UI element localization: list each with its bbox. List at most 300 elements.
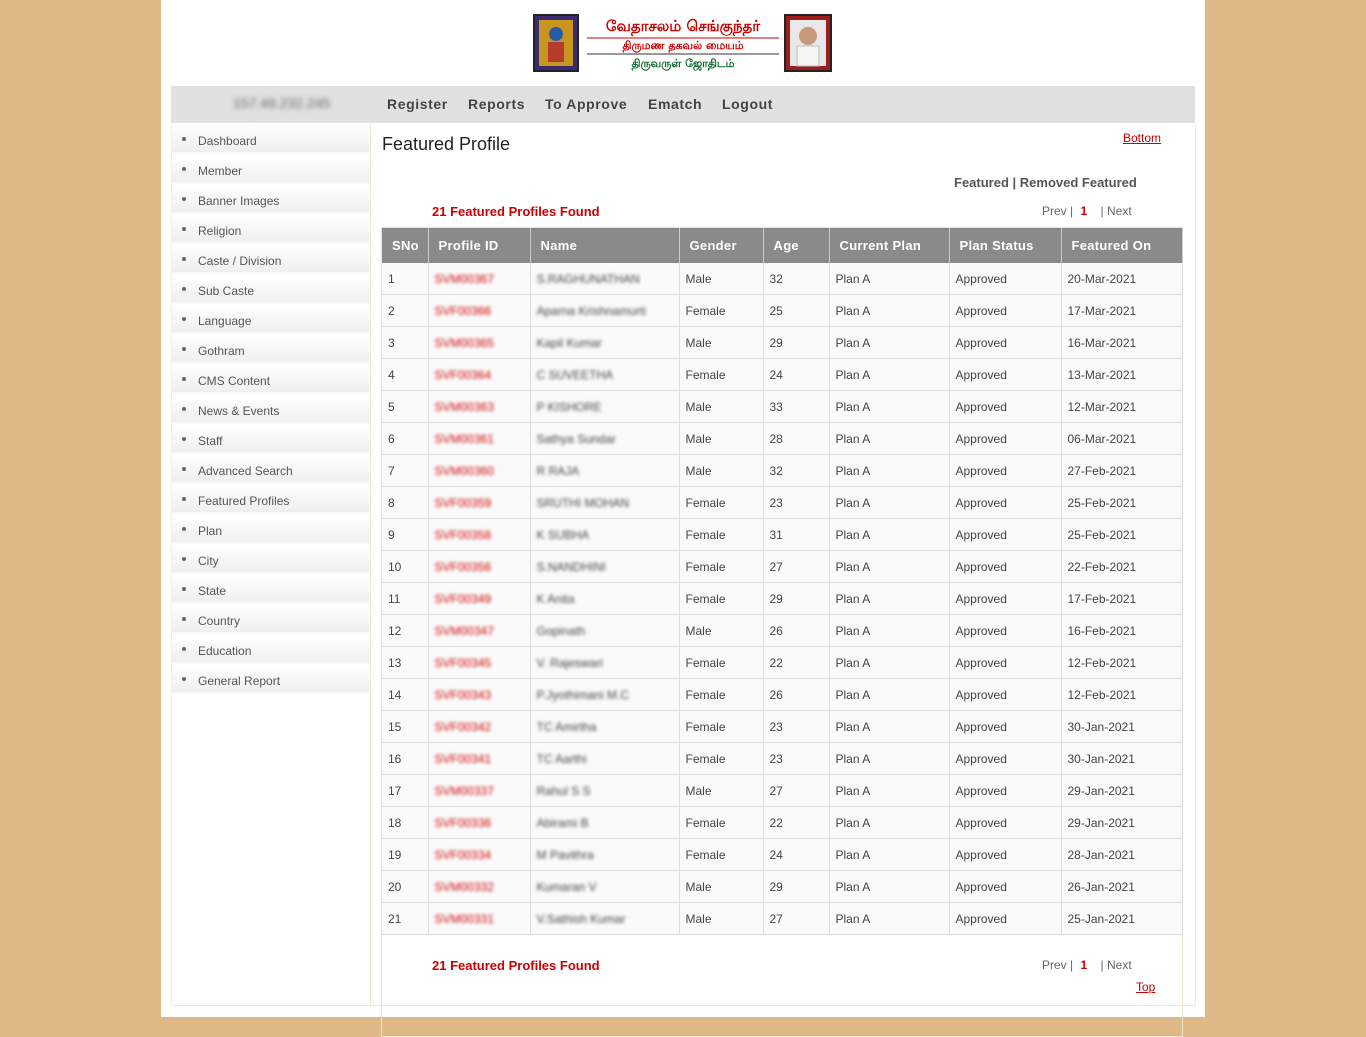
sidebar-item-label: Country [198, 614, 241, 628]
cell-name-text: Kapil Kumar [536, 335, 602, 350]
cell-profile-id[interactable] [428, 295, 530, 327]
cell-gender: Male [679, 263, 763, 295]
logo-subtitle: திருமண தகவல் மையம் [622, 39, 744, 52]
cell-status: Approved [949, 807, 1061, 839]
bullet-icon [182, 677, 186, 681]
cell-name[interactable] [530, 711, 679, 743]
cell-name[interactable] [530, 551, 679, 583]
pager-current[interactable]: 1 [1080, 958, 1088, 972]
bullet-icon [182, 647, 186, 651]
cell-sno: 14 [382, 679, 428, 711]
pager-sep: | [1070, 958, 1074, 972]
cell-gender: Female [679, 583, 763, 615]
cell-profile-id-text: SVM00363 [434, 399, 494, 414]
cell-gender: Female [679, 839, 763, 871]
sidebar-item-label: General Report [198, 674, 281, 688]
cell-status: Approved [949, 423, 1061, 455]
nav-reports[interactable]: Reports [468, 96, 526, 112]
cell-gender: Male [679, 391, 763, 423]
cell-sno: 2 [382, 295, 428, 327]
cell-profile-id-text: SVF00364 [434, 367, 492, 382]
table-row [382, 903, 1182, 935]
cell-featured-on: 12-Mar-2021 [1061, 391, 1182, 423]
cell-profile-id-text: SVM00360 [434, 463, 494, 478]
column-header: Age [763, 228, 829, 263]
cell-age: 24 [763, 359, 829, 391]
cell-age: 28 [763, 423, 829, 455]
cell-name[interactable] [530, 807, 679, 839]
table-row [382, 359, 1182, 391]
cell-status: Approved [949, 551, 1061, 583]
pager-prev[interactable]: Prev [1042, 958, 1067, 972]
cell-plan: Plan A [829, 807, 949, 839]
cell-profile-id-text: SVF00356 [434, 559, 492, 574]
cell-name-text: S.RAGHUNATHAN [536, 271, 640, 286]
nav-logout[interactable]: Logout [722, 96, 774, 112]
cell-name[interactable] [530, 391, 679, 423]
cell-age: 32 [763, 263, 829, 295]
cell-profile-id[interactable] [428, 839, 530, 871]
cell-name-text: Sathya Sundar [536, 431, 616, 446]
cell-plan: Plan A [829, 679, 949, 711]
cell-profile-id[interactable] [428, 775, 530, 807]
results-count-top: 21 Featured Profiles Found [432, 204, 600, 219]
cell-plan: Plan A [829, 871, 949, 903]
cell-profile-id[interactable] [428, 871, 530, 903]
cell-status: Approved [949, 455, 1061, 487]
sidebar-item-religion[interactable] [172, 215, 369, 244]
cell-name-text: S.NANDHINI [536, 559, 606, 574]
cell-gender: Female [679, 519, 763, 551]
sidebar-item-sub-caste[interactable] [172, 275, 369, 304]
site-header [161, 0, 1205, 86]
cell-featured-on: 30-Jan-2021 [1061, 743, 1182, 775]
cell-profile-id[interactable] [428, 263, 530, 295]
sidebar-item-country[interactable] [172, 605, 369, 634]
cell-profile-id-text: SVF00366 [434, 303, 492, 318]
table-row [382, 775, 1182, 807]
cell-age: 33 [763, 391, 829, 423]
cell-name[interactable] [530, 583, 679, 615]
cell-featured-on: 26-Jan-2021 [1061, 871, 1182, 903]
pager-prev[interactable]: Prev [1042, 204, 1067, 218]
cell-profile-id[interactable] [428, 647, 530, 679]
table-row [382, 455, 1182, 487]
cell-name[interactable] [530, 775, 679, 807]
cell-plan: Plan A [829, 711, 949, 743]
cell-name-text: R RAJA [536, 463, 580, 478]
sidebar-item-label: State [198, 584, 227, 598]
cell-age: 26 [763, 679, 829, 711]
sidebar-item-staff[interactable] [172, 425, 369, 454]
cell-sno: 9 [382, 519, 428, 551]
pager-sep: | [1100, 958, 1104, 972]
sidebar-item-plan[interactable] [172, 515, 369, 544]
column-header: Profile ID [428, 228, 530, 263]
sidebar-item-label: Caste / Division [198, 254, 282, 268]
bullet-icon [182, 137, 186, 141]
sidebar-item-caste-division[interactable] [172, 245, 369, 274]
table-row [382, 551, 1182, 583]
column-header: SNo [382, 228, 428, 263]
cell-featured-on: 25-Feb-2021 [1061, 519, 1182, 551]
cell-name-text: M Pavithra [536, 847, 594, 862]
cell-gender: Male [679, 615, 763, 647]
bullet-icon [182, 227, 186, 231]
bullet-icon [182, 347, 186, 351]
cell-profile-id-text: SVF00336 [434, 815, 492, 830]
cell-age: 22 [763, 807, 829, 839]
featured-profiles-table-wrapper [381, 227, 1183, 1037]
sidebar-item-label: CMS Content [198, 374, 271, 388]
cell-gender: Male [679, 455, 763, 487]
bullet-icon [182, 317, 186, 321]
cell-sno: 11 [382, 583, 428, 615]
sidebar-item-label: Education [198, 644, 252, 658]
sidebar-item-banner-images[interactable] [172, 185, 369, 214]
bottom-link[interactable]: Bottom [1123, 131, 1162, 145]
sidebar-item-label: Dashboard [198, 134, 257, 148]
table-row [382, 647, 1182, 679]
cell-name-text: Gopinath [536, 623, 586, 638]
nav-ematch[interactable]: Ematch [648, 96, 703, 112]
page-title: Featured Profile [382, 134, 511, 154]
cell-status: Approved [949, 871, 1061, 903]
logo-title: வேதாசலம் செங்குந்தர் [605, 17, 761, 35]
cell-name[interactable] [530, 903, 679, 935]
bullet-icon [182, 617, 186, 621]
cell-sno: 18 [382, 807, 428, 839]
sidebar-item-label: Advanced Search [198, 464, 293, 478]
table-row [382, 519, 1182, 551]
cell-age: 31 [763, 519, 829, 551]
cell-name-text: K SUBHA [536, 527, 590, 542]
sidebar-item-label: Gothram [198, 344, 245, 358]
cell-name[interactable] [530, 359, 679, 391]
main-content [370, 124, 1196, 1006]
cell-name[interactable] [530, 839, 679, 871]
cell-profile-id-text: SVM00337 [434, 783, 494, 798]
cell-name-text: Aparna Krishnamurti [536, 303, 646, 318]
cell-featured-on: 16-Mar-2021 [1061, 327, 1182, 359]
table-row [382, 487, 1182, 519]
column-header: Current Plan [829, 228, 949, 263]
bullet-icon [182, 527, 186, 531]
cell-age: 22 [763, 647, 829, 679]
cell-profile-id[interactable] [428, 423, 530, 455]
cell-profile-id[interactable] [428, 327, 530, 359]
cell-profile-id[interactable] [428, 551, 530, 583]
cell-age: 29 [763, 871, 829, 903]
cell-sno: 21 [382, 903, 428, 935]
sidebar [171, 124, 371, 1006]
cell-name-text: Rahul S S [536, 783, 591, 798]
cell-status: Approved [949, 903, 1061, 935]
cell-status: Approved [949, 327, 1061, 359]
cell-age: 27 [763, 551, 829, 583]
cell-name-text: V.Sathish Kumar [536, 911, 626, 926]
sidebar-item-education[interactable] [172, 635, 369, 664]
cell-plan: Plan A [829, 551, 949, 583]
cell-profile-id-text: SVF00343 [434, 687, 492, 702]
cell-gender: Female [679, 295, 763, 327]
cell-gender: Female [679, 679, 763, 711]
page-container [161, 0, 1205, 1017]
cell-name-text: C SUVEETHA [536, 367, 614, 382]
table-row [382, 679, 1182, 711]
cell-profile-id[interactable] [428, 679, 530, 711]
cell-name[interactable] [530, 679, 679, 711]
bullet-icon [182, 407, 186, 411]
bullet-icon [182, 437, 186, 441]
cell-sno: 10 [382, 551, 428, 583]
cell-name-text: Kumaran V [536, 879, 597, 894]
table-row [382, 871, 1182, 903]
cell-plan: Plan A [829, 295, 949, 327]
cell-age: 32 [763, 455, 829, 487]
cell-sno: 13 [382, 647, 428, 679]
cell-name[interactable] [530, 871, 679, 903]
table-row [382, 391, 1182, 423]
sidebar-item-state[interactable] [172, 575, 369, 604]
cell-name-text: P.Jyothimani M.C [536, 687, 629, 702]
bullet-icon [182, 557, 186, 561]
cell-gender: Male [679, 327, 763, 359]
cell-name-text: K Anita [536, 591, 575, 606]
cell-plan: Plan A [829, 519, 949, 551]
cell-profile-id[interactable] [428, 743, 530, 775]
bullet-icon [182, 467, 186, 471]
cell-name[interactable] [530, 423, 679, 455]
cell-age: 27 [763, 775, 829, 807]
table-header-row [382, 228, 1182, 263]
cell-profile-id[interactable] [428, 711, 530, 743]
table-row [382, 839, 1182, 871]
cell-name-text: P KISHORE [536, 399, 602, 414]
cell-featured-on: 30-Jan-2021 [1061, 711, 1182, 743]
cell-age: 29 [763, 327, 829, 359]
cell-featured-on: 29-Jan-2021 [1061, 775, 1182, 807]
cell-gender: Male [679, 871, 763, 903]
cell-name[interactable] [530, 487, 679, 519]
table-row [382, 295, 1182, 327]
cell-sno: 20 [382, 871, 428, 903]
cell-sno: 15 [382, 711, 428, 743]
bullet-icon [182, 197, 186, 201]
sidebar-item-news-events[interactable] [172, 395, 369, 424]
pager-next[interactable]: Next [1107, 204, 1132, 218]
column-header: Name [530, 228, 679, 263]
pager-next[interactable]: Next [1107, 958, 1132, 972]
cell-profile-id-text: SVF00359 [434, 495, 492, 510]
cell-featured-on: 17-Mar-2021 [1061, 295, 1182, 327]
sidebar-item-label: Language [198, 314, 252, 328]
cell-profile-id-text: SVM00361 [434, 431, 494, 446]
cell-plan: Plan A [829, 583, 949, 615]
cell-gender: Female [679, 551, 763, 583]
table-row [382, 711, 1182, 743]
sidebar-item-dashboard[interactable] [172, 125, 369, 154]
cell-profile-id-text: SVM00365 [434, 335, 494, 350]
cell-age: 26 [763, 615, 829, 647]
cell-featured-on: 29-Jan-2021 [1061, 807, 1182, 839]
cell-status: Approved [949, 519, 1061, 551]
cell-sno: 8 [382, 487, 428, 519]
cell-status: Approved [949, 647, 1061, 679]
cell-sno: 1 [382, 263, 428, 295]
cell-gender: Female [679, 647, 763, 679]
table-row [382, 743, 1182, 775]
cell-profile-id-text: SVM00367 [434, 271, 494, 286]
cell-featured-on: 28-Jan-2021 [1061, 839, 1182, 871]
sidebar-item-label: Banner Images [198, 194, 280, 208]
cell-featured-on: 16-Feb-2021 [1061, 615, 1182, 647]
pager-current[interactable]: 1 [1080, 204, 1088, 218]
cell-name[interactable] [530, 455, 679, 487]
cell-gender: Male [679, 903, 763, 935]
cell-plan: Plan A [829, 647, 949, 679]
table-body [382, 263, 1182, 935]
cell-sno: 12 [382, 615, 428, 647]
cell-name-text: TC Amirtha [536, 719, 597, 734]
cell-plan: Plan A [829, 487, 949, 519]
cell-age: 23 [763, 711, 829, 743]
cell-name[interactable] [530, 615, 679, 647]
cell-age: 23 [763, 487, 829, 519]
cell-sno: 3 [382, 327, 428, 359]
sidebar-item-city[interactable] [172, 545, 369, 574]
results-count-bottom: 21 Featured Profiles Found [432, 958, 600, 973]
cell-sno: 16 [382, 743, 428, 775]
cell-featured-on: 22-Feb-2021 [1061, 551, 1182, 583]
sidebar-item-label: Sub Caste [198, 284, 255, 298]
cell-name[interactable] [530, 743, 679, 775]
cell-sno: 7 [382, 455, 428, 487]
table-row [382, 615, 1182, 647]
cell-name-text: SRUTHI MOHAN [536, 495, 630, 510]
top-link[interactable]: Top [1136, 980, 1156, 994]
cell-sno: 5 [382, 391, 428, 423]
cell-plan: Plan A [829, 839, 949, 871]
sidebar-item-label: Plan [198, 524, 223, 538]
cell-status: Approved [949, 775, 1061, 807]
cell-sno: 19 [382, 839, 428, 871]
sidebar-item-label: Religion [198, 224, 242, 238]
ip-address: 157.49.232.245 [233, 95, 331, 111]
cell-profile-id[interactable] [428, 807, 530, 839]
cell-status: Approved [949, 743, 1061, 775]
cell-name-text: V. Rajeswari [536, 655, 603, 670]
cell-name[interactable] [530, 327, 679, 359]
table-row [382, 423, 1182, 455]
cell-status: Approved [949, 839, 1061, 871]
cell-gender: Male [679, 423, 763, 455]
sidebar-item-label: News & Events [198, 404, 280, 418]
sidebar-item-cms-content[interactable] [172, 365, 369, 394]
top-navbar [171, 86, 1195, 123]
cell-profile-id-text: SVF00345 [434, 655, 492, 670]
sidebar-item-general-report[interactable] [172, 665, 369, 694]
featured-profiles-table [382, 228, 1183, 935]
column-header: Plan Status [949, 228, 1061, 263]
cell-status: Approved [949, 583, 1061, 615]
sidebar-item-featured-profiles[interactable] [172, 485, 369, 514]
nav-register[interactable]: Register [387, 96, 448, 112]
cell-profile-id-text: SVF00334 [434, 847, 492, 862]
cell-profile-id[interactable] [428, 519, 530, 551]
cell-status: Approved [949, 391, 1061, 423]
cell-profile-id[interactable] [428, 455, 530, 487]
cell-plan: Plan A [829, 903, 949, 935]
table-row [382, 583, 1182, 615]
cell-profile-id[interactable] [428, 615, 530, 647]
site-logo[interactable] [533, 14, 833, 72]
sidebar-item-label: Featured Profiles [198, 494, 290, 508]
bullet-icon [182, 287, 186, 291]
cell-profile-id[interactable] [428, 583, 530, 615]
table-row [382, 327, 1182, 359]
cell-profile-id-text: SVM00331 [434, 911, 494, 926]
sidebar-item-label: City [198, 554, 219, 568]
sidebar-item-label: Member [198, 164, 243, 178]
cell-status: Approved [949, 615, 1061, 647]
cell-status: Approved [949, 359, 1061, 391]
cell-profile-id-text: SVM00332 [434, 879, 494, 894]
cell-gender: Female [679, 359, 763, 391]
cell-featured-on: 20-Mar-2021 [1061, 263, 1182, 295]
cell-featured-on: 13-Mar-2021 [1061, 359, 1182, 391]
column-header: Gender [679, 228, 763, 263]
sidebar-item-advanced-search[interactable] [172, 455, 369, 484]
cell-profile-id[interactable] [428, 359, 530, 391]
cell-plan: Plan A [829, 391, 949, 423]
cell-plan: Plan A [829, 263, 949, 295]
sidebar-item-language[interactable] [172, 305, 369, 334]
cell-profile-id[interactable] [428, 487, 530, 519]
cell-plan: Plan A [829, 615, 949, 647]
cell-name[interactable] [530, 519, 679, 551]
cell-sno: 4 [382, 359, 428, 391]
column-header: Featured On [1061, 228, 1182, 263]
cell-name[interactable] [530, 647, 679, 679]
cell-profile-id[interactable] [428, 903, 530, 935]
bullet-icon [182, 257, 186, 261]
pager-top [1042, 204, 1132, 218]
cell-name-text: TC Aarthi [536, 751, 587, 766]
bullet-icon [182, 167, 186, 171]
bullet-icon [182, 587, 186, 591]
sidebar-item-member[interactable] [172, 155, 369, 184]
cell-status: Approved [949, 679, 1061, 711]
table-row [382, 807, 1182, 839]
cell-plan: Plan A [829, 327, 949, 359]
cell-featured-on: 12-Feb-2021 [1061, 679, 1182, 711]
sidebar-item-gothram[interactable] [172, 335, 369, 364]
nav-to-approve[interactable]: To Approve [545, 96, 628, 112]
cell-featured-on: 27-Feb-2021 [1061, 455, 1182, 487]
cell-name[interactable] [530, 263, 679, 295]
pager-bottom [1042, 958, 1132, 972]
cell-profile-id-text: SVF00358 [434, 527, 492, 542]
featured-toggle-links[interactable]: Featured | Removed Featured [954, 175, 1137, 190]
cell-gender: Female [679, 711, 763, 743]
table-row [382, 263, 1182, 295]
cell-profile-id[interactable] [428, 391, 530, 423]
cell-gender: Female [679, 743, 763, 775]
cell-status: Approved [949, 295, 1061, 327]
cell-name[interactable] [530, 295, 679, 327]
logo-tagline: திருவருள் ஜோதிடம் [631, 57, 735, 70]
